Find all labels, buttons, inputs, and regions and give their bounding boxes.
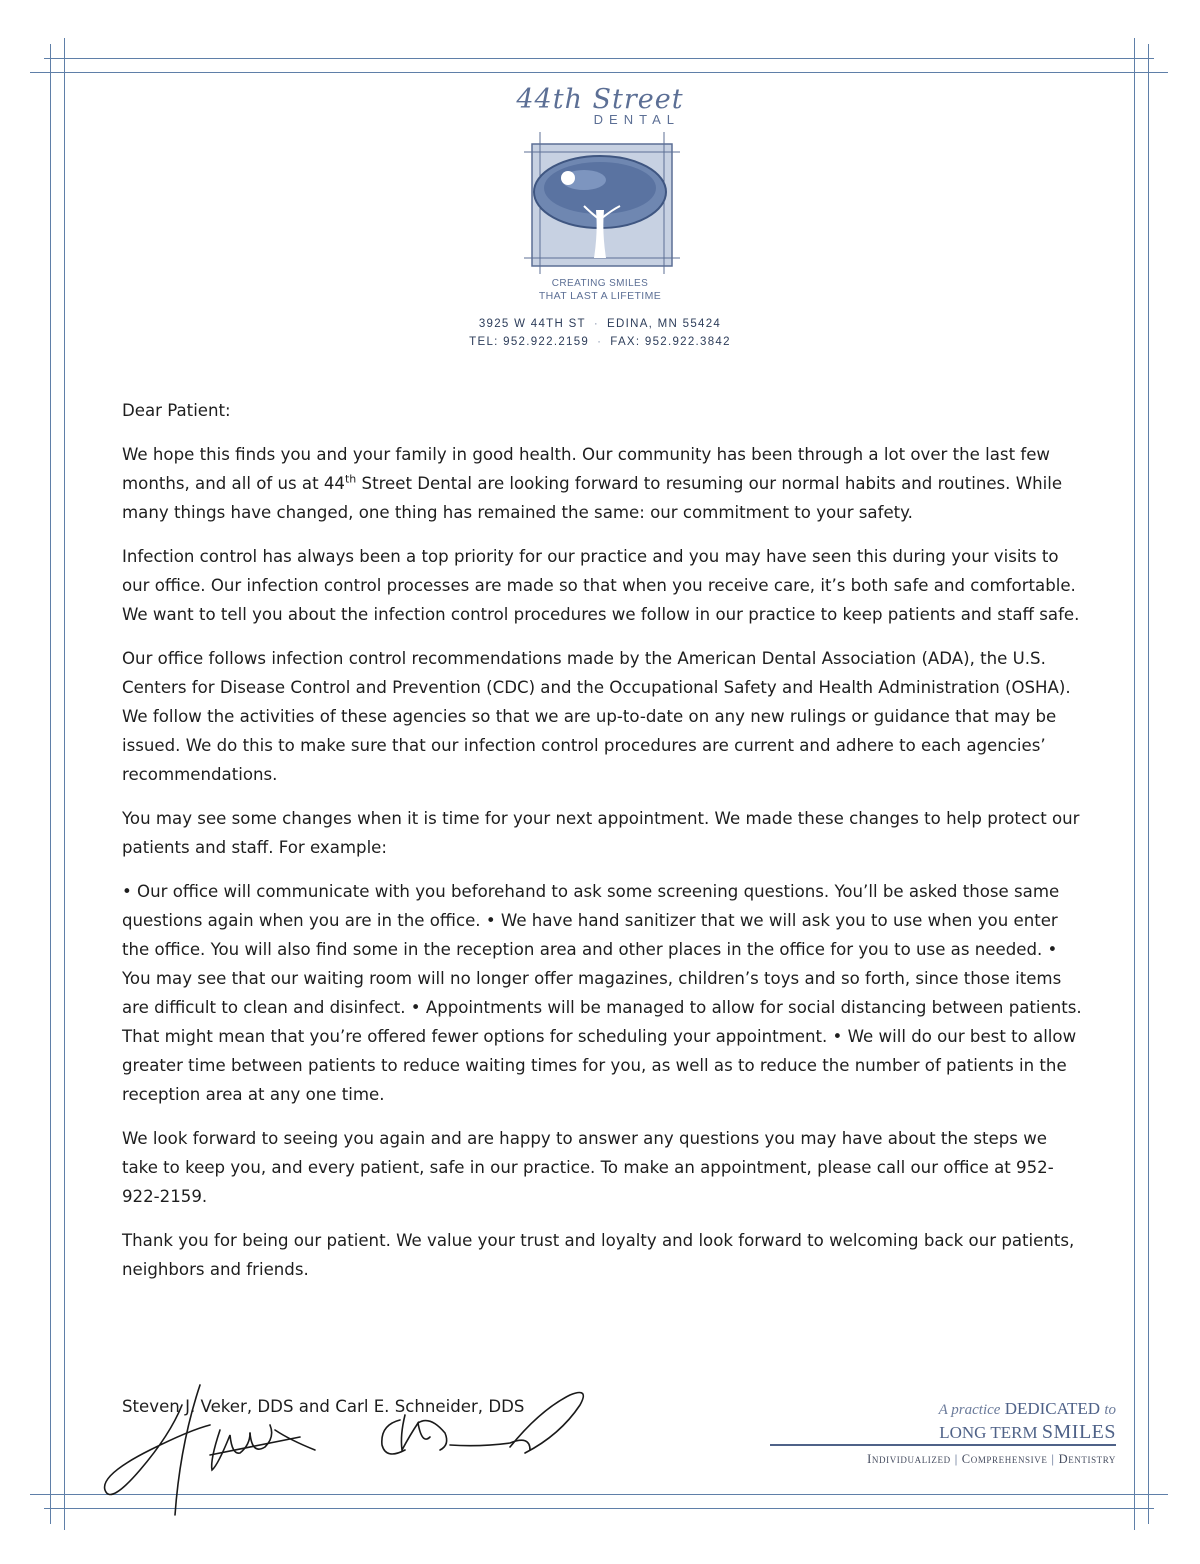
motto-keywords: Individualized | Comprehensive | Dentistry bbox=[867, 1452, 1116, 1466]
signatory-names: Steven J. Veker, DDS and Carl E. Schneider, DDS bbox=[122, 1397, 525, 1416]
handwritten-signature bbox=[100, 1375, 600, 1520]
practice-motto bbox=[770, 1398, 1116, 1444]
paragraph-3: Our office follows infection control recommendations made by the American Dental Association (ADA), the U.S. Centers for Disease Control and Prevention (CDC) and the Occupational Safety and Health Administration (OSHA). We follow the activities of these agencies so that we are up-to-date on any new rulings or guidance that may be issued. We do this to make sure that our infection control procedures are current and adhere to each agencies’ recommendations. bbox=[122, 649, 1071, 784]
frame-right-inner bbox=[1134, 38, 1135, 1530]
letter-body bbox=[122, 396, 1082, 1299]
frame-left-outer bbox=[50, 44, 51, 1524]
tagline-line-1: CREATING SMILES bbox=[551, 278, 649, 289]
address-block bbox=[400, 315, 800, 351]
paragraph-4: You may see some changes when it is time for your next appointment. We made these changes to help protect our patients and staff. For example: bbox=[122, 809, 1080, 857]
brand-logo-subtext: DENTAL bbox=[593, 112, 680, 127]
frame-top-inner bbox=[30, 72, 1168, 73]
address-street: 3925 W 44TH ST bbox=[478, 318, 586, 330]
motto-divider bbox=[770, 1444, 1116, 1446]
brand-logo-text: 44th Street bbox=[516, 84, 684, 115]
paragraph-6: We look forward to seeing you again and are happy to answer any questions you may have about the steps we take to keep you, and every patient, safe in our practice. To make an appointment, please call our office at 952-922-2159. bbox=[122, 1129, 1054, 1206]
tree-logo-icon bbox=[524, 132, 680, 274]
tagline-line-2: THAT LAST A LIFETIME bbox=[538, 290, 662, 302]
tagline bbox=[490, 277, 710, 303]
paragraph-2: Infection control has always been a top priority for our practice and you may have seen this during your visits to our office. Our infection control processes are made so that when you receive care, it’s both safe and comfortable. We want to tell you about the infection control procedures we follow in our practice to keep patients and staff safe. bbox=[122, 547, 1080, 624]
motto-line-1: A practice DEDICATED to bbox=[938, 1399, 1116, 1418]
frame-top-outer bbox=[44, 58, 1154, 59]
paragraph-1: We hope this finds you and your family in good health. Our community has been through a lot over the last few months, and all of us at 44th Street Dental are looking forward to resuming our normal habits and routines. While many things have changed, one thing has remained the same: our commitment to your safety. bbox=[122, 445, 1063, 522]
address-line: 3925 W 44TH ST · EDINA, MN 55424 bbox=[478, 318, 722, 330]
telephone: TEL: 952.922.2159 bbox=[469, 336, 590, 348]
fax: FAX: 952.922.3842 bbox=[610, 336, 731, 348]
phone-line: TEL: 952.922.2159 · FAX: 952.922.3842 bbox=[469, 336, 731, 348]
motto-line-2: LONG TERM SMILES bbox=[939, 1421, 1116, 1443]
paragraph-5-bullets: • Our office will communicate with you beforehand to ask some screening questions. You’ll be asked those same questions again when you are in the office. • We have hand sanitizer that we will ask you to use when you enter the office. You will also find some in the reception area and other places in the office for you to use as needed. • You may see that our waiting room will no longer offer magazines, children’s toys and so forth, since those items are difficult to clean and disinfect. • Appointments will be managed to allow for social distancing between patients. That might mean that you’re offered fewer options for scheduling your appointment. • We will do our best to allow greater time between patients to reduce waiting times for you, as well as to reduce the number of patients in the reception area at any one time. bbox=[122, 882, 1082, 1104]
frame-left-inner bbox=[64, 38, 65, 1530]
salutation: Dear Patient: bbox=[122, 401, 231, 420]
paragraph-7: Thank you for being our patient. We value your trust and loyalty and look forward to welcoming back our patients, neighbors and friends. bbox=[122, 1231, 1075, 1279]
frame-right-outer bbox=[1148, 44, 1149, 1524]
address-city: EDINA, MN 55424 bbox=[607, 318, 722, 330]
